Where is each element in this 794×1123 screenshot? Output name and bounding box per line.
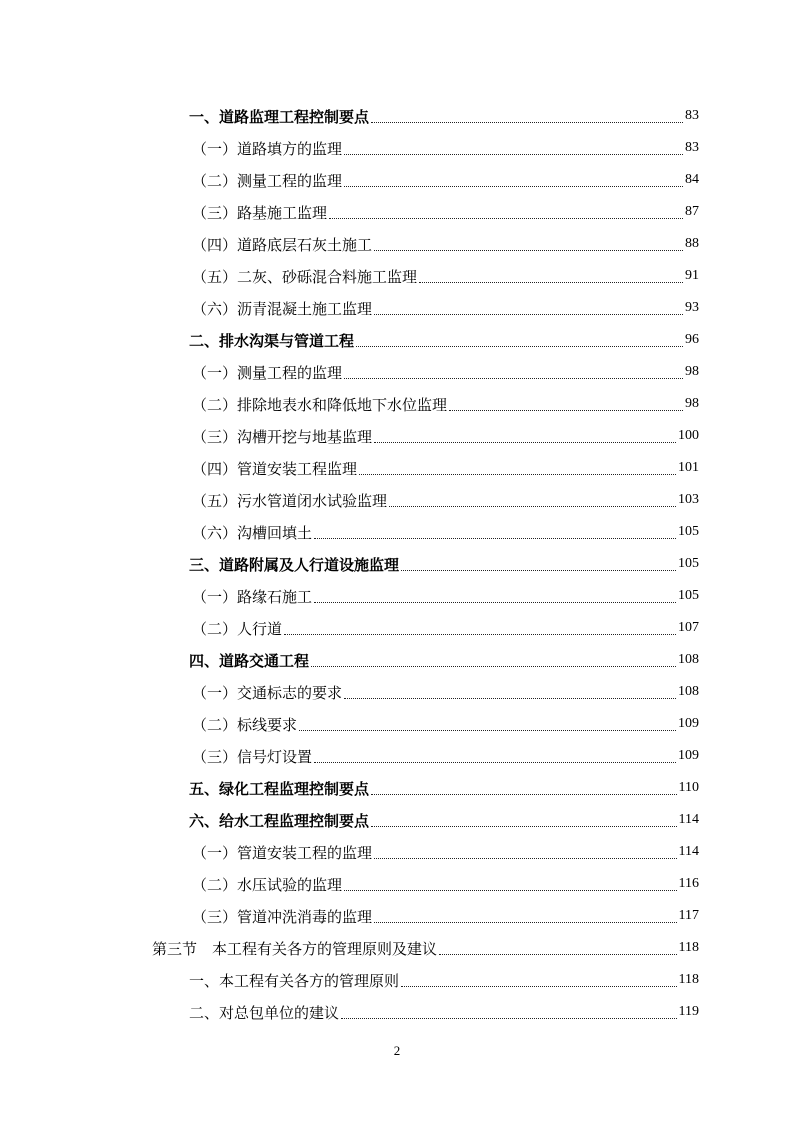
dot-leader xyxy=(401,986,677,987)
dot-leader xyxy=(371,826,677,827)
toc-entry-title: （三）沟槽开挖与地基监理 xyxy=(192,427,373,446)
toc-entry-title: （四）管道安装工程监理 xyxy=(192,459,358,478)
toc-entry[interactable] xyxy=(189,772,699,804)
toc-entry[interactable] xyxy=(192,228,699,260)
toc-entry-page: 110 xyxy=(678,780,699,795)
dot-leader xyxy=(344,698,676,699)
dot-leader xyxy=(344,186,683,187)
toc-entry-page: 108 xyxy=(678,652,699,667)
dot-leader xyxy=(299,730,676,731)
toc-entry-page: 108 xyxy=(678,684,699,699)
toc-entry-page: 100 xyxy=(678,428,699,443)
dot-leader xyxy=(356,346,683,347)
toc-entry[interactable] xyxy=(192,740,699,772)
toc-entry-page: 87 xyxy=(685,204,699,219)
toc-entry-page: 91 xyxy=(685,268,699,283)
toc-entry[interactable] xyxy=(192,132,699,164)
dot-leader xyxy=(341,1018,677,1019)
toc-entry-page: 98 xyxy=(685,396,699,411)
toc-entry-title: （四）道路底层石灰土施工 xyxy=(192,235,373,254)
toc-entry-page: 88 xyxy=(685,236,699,251)
dot-leader xyxy=(314,602,676,603)
dot-leader xyxy=(311,666,676,667)
toc-entry-title: （二）水压试验的监理 xyxy=(192,875,343,894)
toc-entry-title: （六）沟槽回填土 xyxy=(192,523,313,542)
dot-leader xyxy=(374,250,683,251)
toc-entry[interactable] xyxy=(189,548,699,580)
dot-leader xyxy=(314,538,676,539)
toc-entry-page: 83 xyxy=(685,140,699,155)
toc-entry-title: （三）管道冲洗消毒的监理 xyxy=(192,907,373,926)
toc-entry-page: 105 xyxy=(678,524,699,539)
toc-entry-page: 109 xyxy=(678,748,699,763)
toc-entry-title: 二、排水沟渠与管道工程 xyxy=(189,331,355,350)
toc-entry-title: （三）路基施工监理 xyxy=(192,203,328,222)
toc-entry[interactable] xyxy=(192,420,699,452)
toc-entry-page: 116 xyxy=(678,876,699,891)
toc-entry[interactable] xyxy=(192,900,699,932)
toc-entry-title: 四、道路交通工程 xyxy=(189,651,310,670)
toc-entry[interactable] xyxy=(192,356,699,388)
toc-entry[interactable] xyxy=(189,804,699,836)
toc-entry-page: 117 xyxy=(678,908,699,923)
toc-entry-title: 六、给水工程监理控制要点 xyxy=(189,811,370,830)
dot-leader xyxy=(314,762,676,763)
dot-leader xyxy=(329,218,683,219)
toc-entry[interactable] xyxy=(192,868,699,900)
toc-entry[interactable] xyxy=(192,676,699,708)
toc-entry-title: （五）二灰、砂砾混合料施工监理 xyxy=(192,267,418,286)
toc-entry[interactable] xyxy=(192,708,699,740)
toc-entry[interactable] xyxy=(192,484,699,516)
toc-entry[interactable] xyxy=(192,260,699,292)
toc-entry-title: （二）测量工程的监理 xyxy=(192,171,343,190)
toc-entry-title: （六）沥青混凝土施工监理 xyxy=(192,299,373,318)
toc-entry-page: 101 xyxy=(678,460,699,475)
toc-entry-title: （一）交通标志的要求 xyxy=(192,683,343,702)
dot-leader xyxy=(344,378,683,379)
dot-leader xyxy=(449,410,683,411)
toc-entry[interactable] xyxy=(189,996,699,1028)
dot-leader xyxy=(401,570,676,571)
dot-leader xyxy=(374,858,677,859)
toc-entry[interactable] xyxy=(192,580,699,612)
toc-entry[interactable] xyxy=(152,932,699,964)
toc-entry-page: 96 xyxy=(685,332,699,347)
dot-leader xyxy=(374,314,683,315)
toc-entry[interactable] xyxy=(192,516,699,548)
dot-leader xyxy=(344,154,683,155)
toc-entry[interactable] xyxy=(192,196,699,228)
toc-entry-page: 93 xyxy=(685,300,699,315)
toc-entry-page: 118 xyxy=(678,940,699,955)
toc-entry[interactable] xyxy=(189,964,699,996)
toc-entry[interactable] xyxy=(189,644,699,676)
toc-entry[interactable] xyxy=(189,324,699,356)
toc-entry-title: 五、绿化工程监理控制要点 xyxy=(189,779,370,798)
toc-entry-page: 98 xyxy=(685,364,699,379)
dot-leader xyxy=(344,890,677,891)
toc-entry[interactable] xyxy=(192,836,699,868)
toc-entry[interactable] xyxy=(192,612,699,644)
toc-entry-title: 第三节 本工程有关各方的管理原则及建议 xyxy=(152,939,438,958)
toc-entry-title: 二、对总包单位的建议 xyxy=(189,1003,340,1022)
toc-entry-page: 114 xyxy=(678,844,699,859)
toc-entry-title: （一）道路填方的监理 xyxy=(192,139,343,158)
toc-entry-page: 114 xyxy=(678,812,699,827)
page-number: 2 xyxy=(393,1043,401,1058)
dot-leader xyxy=(371,794,677,795)
toc-entry-page: 84 xyxy=(685,172,699,187)
toc-entry-page: 103 xyxy=(678,492,699,507)
dot-leader xyxy=(359,474,676,475)
toc-entry-page: 109 xyxy=(678,716,699,731)
toc-entry-page: 105 xyxy=(678,556,699,571)
toc-entry-title: （二）排除地表水和降低地下水位监理 xyxy=(192,395,448,414)
dot-leader xyxy=(389,506,676,507)
toc-entry-page: 107 xyxy=(678,620,699,635)
toc-entry-page: 83 xyxy=(685,108,699,123)
dot-leader xyxy=(374,442,676,443)
toc-entry[interactable] xyxy=(189,100,699,132)
toc-entry-title: 一、道路监理工程控制要点 xyxy=(189,107,370,126)
toc-entry-title: （一）测量工程的监理 xyxy=(192,363,343,382)
toc-entry[interactable] xyxy=(192,292,699,324)
toc-entry-title: （二）标线要求 xyxy=(192,715,298,734)
dot-leader xyxy=(284,634,676,635)
toc-entry-title: （一）管道安装工程的监理 xyxy=(192,843,373,862)
toc-entry-page: 105 xyxy=(678,588,699,603)
dot-leader xyxy=(374,922,677,923)
dot-leader xyxy=(439,954,677,955)
toc-entry[interactable] xyxy=(192,164,699,196)
toc-entry[interactable] xyxy=(192,388,699,420)
toc-entry-title: 一、本工程有关各方的管理原则 xyxy=(189,971,400,990)
toc-entry-title: （二）人行道 xyxy=(192,619,283,638)
toc-entry[interactable] xyxy=(192,452,699,484)
toc-entry-title: 三、道路附属及人行道设施监理 xyxy=(189,555,400,574)
toc-entry-page: 118 xyxy=(678,972,699,987)
dot-leader xyxy=(419,282,683,283)
toc-entry-page: 119 xyxy=(678,1004,699,1019)
toc-entry-title: （一）路缘石施工 xyxy=(192,587,313,606)
dot-leader xyxy=(371,122,683,123)
toc-entry-title: （三）信号灯设置 xyxy=(192,747,313,766)
toc-entry-title: （五）污水管道闭水试验监理 xyxy=(192,491,388,510)
